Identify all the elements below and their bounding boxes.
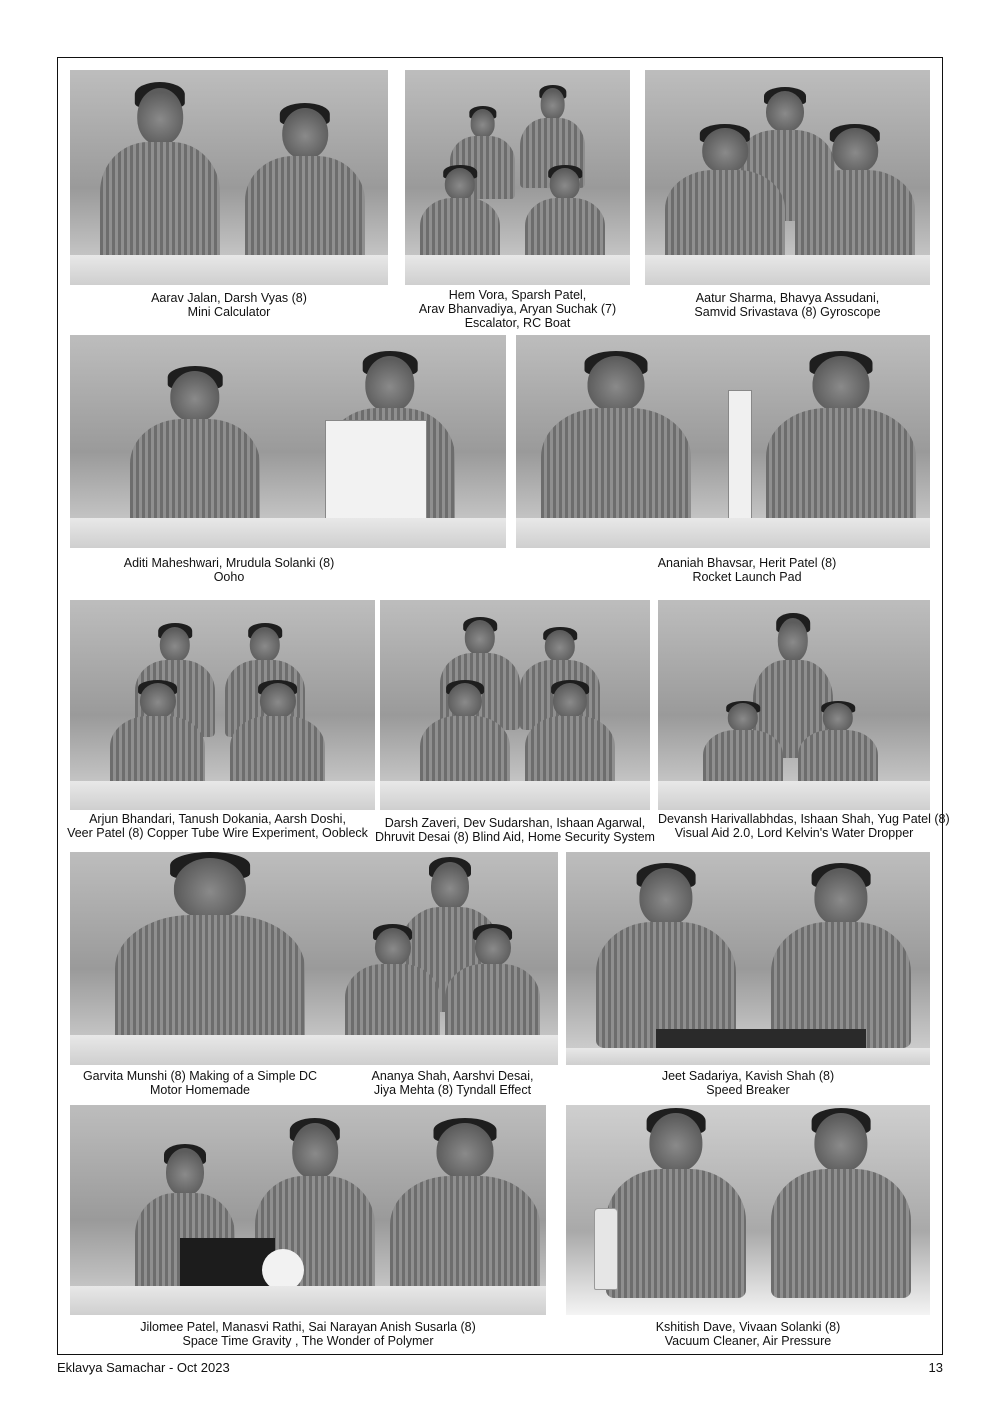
- student-figure: [795, 128, 915, 268]
- student-figure: [130, 371, 260, 531]
- caption-escalator-rc-boat: Hem Vora, Sparsh Patel, Arav Bhanvadiya, Aryan Suchak (7) Escalator, RC Boat: [418, 288, 617, 330]
- photo-dc-motor: [70, 852, 340, 1065]
- student-figure: [230, 683, 325, 793]
- student-figure: [420, 683, 510, 793]
- student-figure: [115, 858, 305, 1048]
- caption-dc-motor: Garvita Munshi (8) Making of a Simple DC Motor Homemade: [82, 1069, 318, 1097]
- photo-speed-breaker: [566, 852, 930, 1065]
- photo-vacuum-cleaner-air-pressure: [566, 1105, 930, 1315]
- student-figure: [110, 683, 205, 793]
- footer-publication: Eklavya Samachar - Oct 2023: [57, 1360, 230, 1375]
- photo-mini-calculator: [70, 70, 388, 285]
- caption-speed-breaker: Jeet Sadariya, Kavish Shah (8) Speed Breaker: [661, 1069, 835, 1097]
- student-figure: [525, 683, 615, 793]
- caption-space-time-gravity-polymer: Jilomee Patel, Manasvi Rathi, Sai Narayan Anish Susarla (8) Space Time Gravity , The Wonder of Polymer: [140, 1320, 476, 1348]
- student-figure: [100, 88, 220, 268]
- caption-mini-calculator: Aarav Jalan, Darsh Vyas (8) Mini Calculator: [151, 291, 307, 319]
- photo-gyroscope: [645, 70, 930, 285]
- photo-visual-aid-water-dropper: [658, 600, 930, 810]
- footer-page-number: 13: [928, 1360, 943, 1375]
- student-figure: [771, 1113, 911, 1298]
- photo-tyndall-effect: [340, 852, 558, 1065]
- student-figure: [771, 868, 911, 1048]
- photo-space-time-gravity-polymer: [70, 1105, 546, 1315]
- student-figure: [245, 108, 365, 268]
- caption-ooho: Aditi Maheshwari, Mrudula Solanki (8) Ooho: [123, 556, 335, 584]
- caption-vacuum-cleaner-air-pressure: Kshitish Dave, Vivaan Solanki (8) Vacuum Cleaner, Air Pressure: [655, 1320, 841, 1348]
- student-figure: [420, 168, 500, 268]
- student-figure: [525, 168, 605, 268]
- student-figure: [345, 928, 440, 1048]
- caption-rocket-launch-pad: Ananiah Bhavsar, Herit Patel (8) Rocket Launch Pad: [657, 556, 837, 584]
- caption-blind-aid-home-security: Darsh Zaveri, Dev Sudarshan, Ishaan Agarwal, Dhruvit Desai (8) Blind Aid, Home Security System: [375, 816, 655, 844]
- caption-tyndall-effect: Ananya Shah, Aarshvi Desai, Jiya Mehta (8) Tyndall Effect: [371, 1069, 534, 1097]
- photo-copper-tube-oobleck: [70, 600, 375, 810]
- student-figure: [596, 868, 736, 1048]
- student-figure: [541, 356, 691, 531]
- photo-escalator-rc-boat: [405, 70, 630, 285]
- student-figure: [445, 928, 540, 1048]
- photo-ooho: [70, 335, 506, 548]
- photo-blind-aid-home-security: [380, 600, 650, 810]
- student-figure: [390, 1123, 540, 1298]
- student-figure: [665, 128, 785, 268]
- caption-visual-aid-water-dropper: Devansh Harivallabhdas, Ishaan Shah, Yug Patel (8) Visual Aid 2.0, Lord Kelvin's Water Dropper: [658, 812, 950, 840]
- student-figure: [606, 1113, 746, 1298]
- photo-rocket-launch-pad: [516, 335, 930, 548]
- student-figure: [766, 356, 916, 531]
- caption-copper-tube-oobleck: Arjun Bhandari, Tanush Dokania, Aarsh Doshi, Veer Patel (8) Copper Tube Wire Experiment, Oobleck: [67, 812, 368, 840]
- caption-gyroscope: Aatur Sharma, Bhavya Assudani, Samvid Srivastava (8) Gyroscope: [694, 291, 881, 319]
